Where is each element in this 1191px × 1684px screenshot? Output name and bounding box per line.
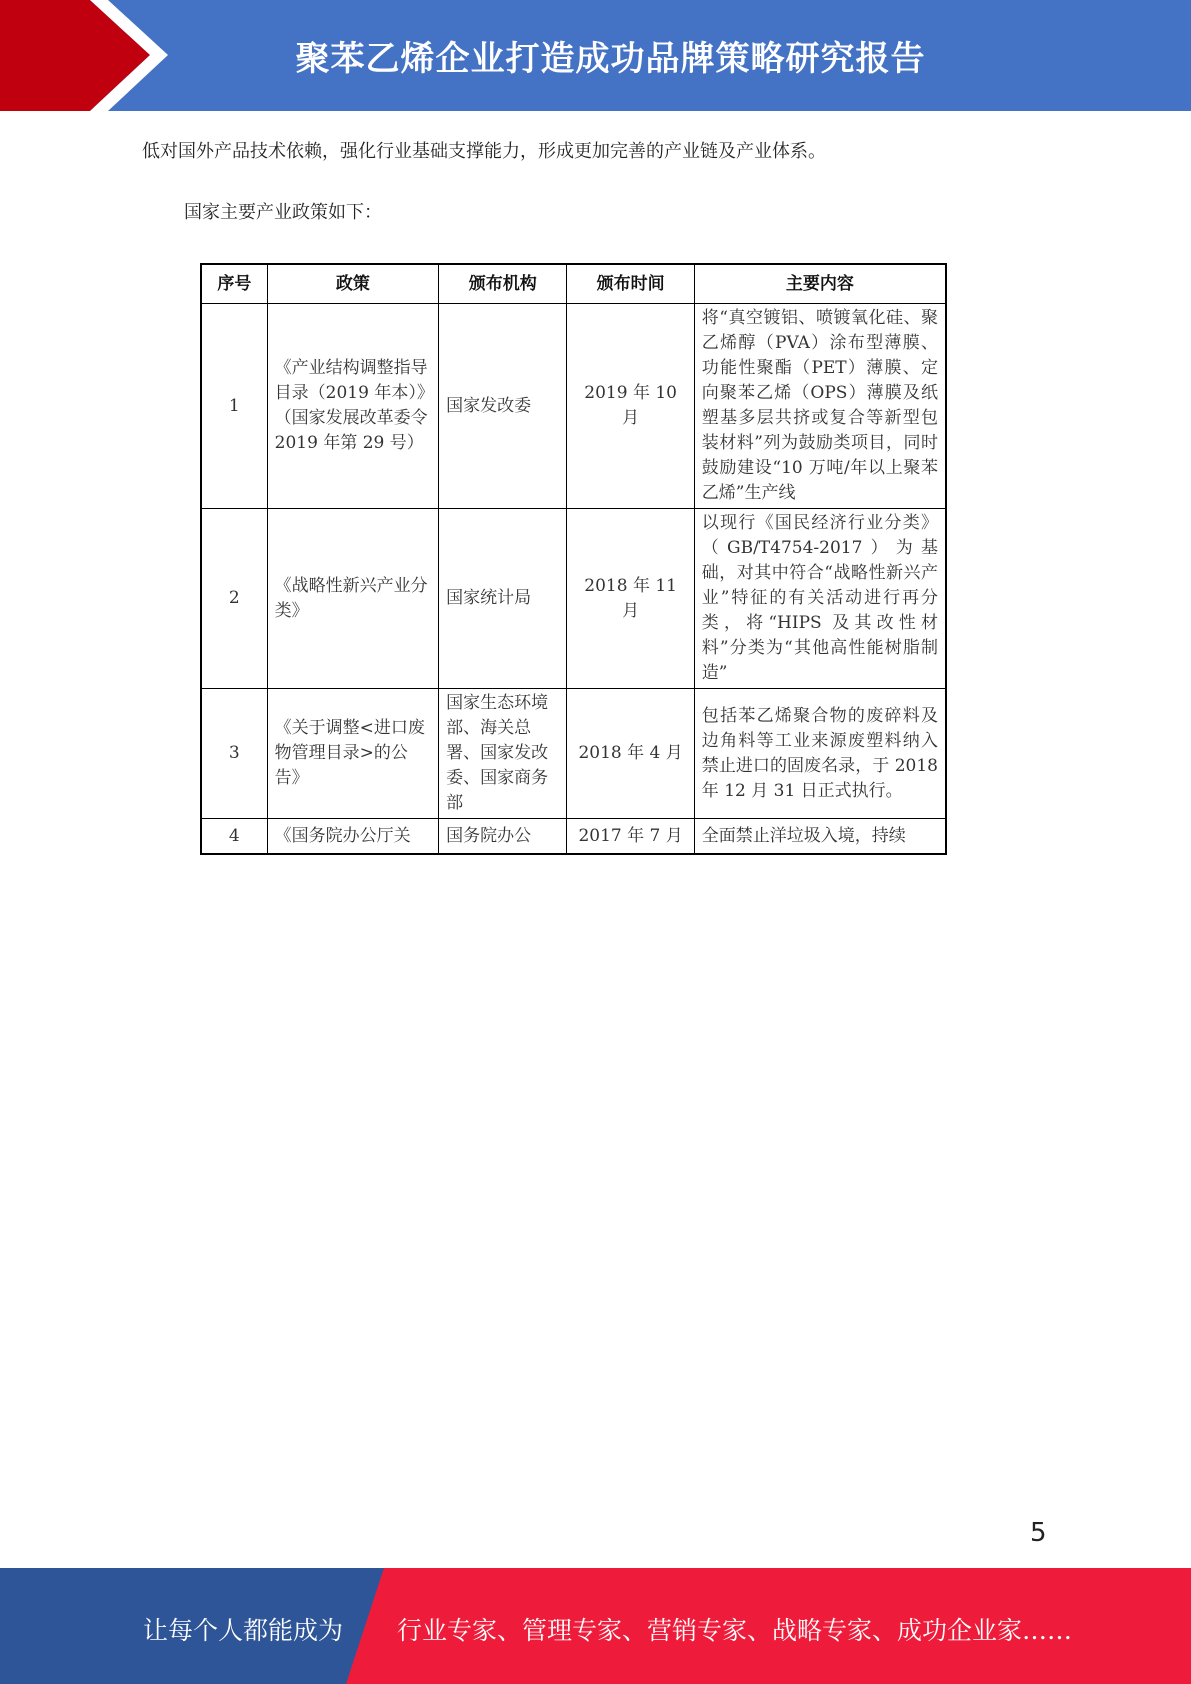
cell-issuer: 国家统计局 (439, 509, 567, 689)
cell-policy: 《战略性新兴产业分类》 (267, 509, 438, 689)
footer-slogan-right: 行业专家、管理专家、营销专家、战略专家、成功企业家…… (397, 1616, 1073, 1645)
header-cell-no: 序号 (201, 264, 267, 304)
policy-table (200, 263, 947, 855)
cell-content: 以现行《国民经济行业分类》（GB/T4754-2017）为基础，对其中符合“战略性新兴产业”特征的有关活动进行再分类，将“HIPS 及其改性材料”分类为“其他高性能树脂制造” (694, 509, 946, 689)
cell-no: 3 (201, 689, 267, 819)
table-row (201, 304, 946, 509)
table-row (201, 509, 946, 689)
cell-policy: 《关于调整<进口废物管理目录>的公告》 (267, 689, 438, 819)
footer-banner (0, 1568, 1191, 1684)
cell-date: 2018 年 4 月 (567, 689, 694, 819)
header-cell-content: 主要内容 (694, 264, 946, 304)
cell-content: 全面禁止洋垃圾入境，持续 (694, 819, 946, 855)
cell-no: 1 (201, 304, 267, 509)
table-row (201, 689, 946, 819)
cell-date: 2017 年 7 月 (567, 819, 694, 855)
cell-content: 将“真空镀铝、喷镀氧化硅、聚乙烯醇（PVA）涂布型薄膜、功能性聚酯（PET）薄膜、定向聚苯乙烯（OPS）薄膜及纸塑基多层共挤或复合等新型包装材料”列为鼓励类项目，同时鼓励建设“10 万吨/年以上聚苯乙烯”生产线 (694, 304, 946, 509)
cell-issuer: 国家发改委 (439, 304, 567, 509)
cell-date: 2018 年 11 月 (567, 509, 694, 689)
body-paragraph: 低对国外产品技术依赖，强化行业基础支撑能力，形成更加完善的产业链及产业体系。 (142, 141, 826, 162)
body-paragraph-intro: 国家主要产业政策如下： (184, 202, 382, 223)
cell-policy: 《产业结构调整指导目录（2019 年本）》（国家发展改革委令 2019 年第 29 号） (267, 304, 438, 509)
cell-content: 包括苯乙烯聚合物的废碎料及边角料等工业来源废塑料纳入禁止进口的固废名录，于 2018 年 12 月 31 日正式执行。 (694, 689, 946, 819)
table-row (201, 819, 946, 855)
cell-no: 2 (201, 509, 267, 689)
page-number: 5 (1030, 1518, 1047, 1548)
cell-policy: 《国务院办公厅关 (267, 819, 438, 855)
footer-slogan-left: 让每个人都能成为 (143, 1616, 344, 1645)
header-banner (0, 0, 1191, 111)
header-cell-date: 颁布时间 (567, 264, 694, 304)
header-cell-policy: 政策 (267, 264, 438, 304)
cell-issuer: 国家生态环境部、海关总署、国家发改委、国家商务部 (439, 689, 567, 819)
cell-issuer: 国务院办公 (439, 819, 567, 855)
cell-date: 2019 年 10 月 (567, 304, 694, 509)
header-cell-issuer: 颁布机构 (439, 264, 567, 304)
document-title: 聚苯乙烯企业打造成功品牌策略研究报告 (295, 39, 926, 79)
cell-no: 4 (201, 819, 267, 855)
table-header-row (201, 264, 946, 304)
